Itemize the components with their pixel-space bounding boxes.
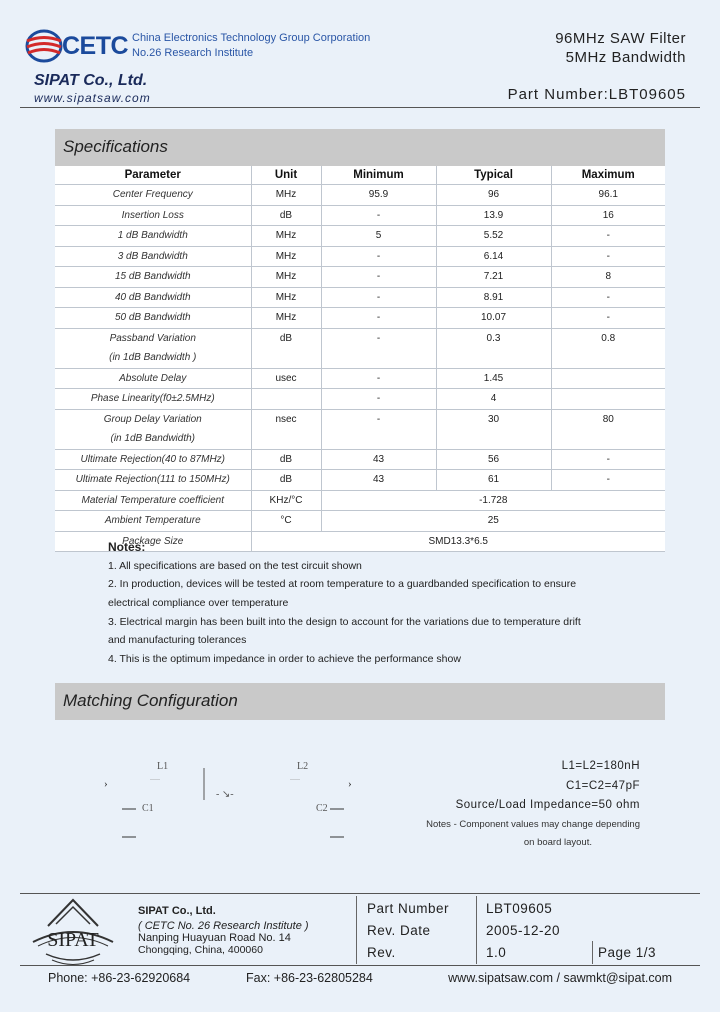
cell-span-value: SMD13.3*6.5 (251, 531, 665, 552)
cell-maximum: - (551, 287, 665, 308)
institute-name: No.26 Research Institute (132, 47, 254, 59)
footer-phone: Phone: +86-23-62920684 (48, 971, 191, 985)
cell-unit: MHz (251, 287, 321, 308)
table-row (55, 449, 665, 470)
cell-unit: °C (251, 511, 321, 532)
table-row (55, 470, 665, 491)
cell-typical: 7.21 (436, 267, 551, 288)
footer-page: Page 1/3 (598, 945, 657, 960)
matching-value-impedance: Source/Load Impedance=50 ohm (455, 799, 640, 811)
col-minimum: Minimum (321, 166, 436, 185)
cell-typical: 1.45 (436, 368, 551, 389)
cell-unit (251, 389, 321, 410)
cell-maximum: - (551, 246, 665, 267)
cell-parameter: 1 dB Bandwidth (55, 226, 251, 247)
cell-span-value: -1.728 (321, 490, 665, 511)
sipat-seal-icon (28, 896, 118, 968)
cell-minimum: 95.9 (321, 185, 436, 206)
cell-parameter: 15 dB Bandwidth (55, 267, 251, 288)
cell-maximum: 80 (602, 413, 614, 425)
cell-minimum: - (321, 328, 436, 348)
cell-typical: 56 (436, 449, 551, 470)
cetc-logo-icon (24, 28, 64, 64)
cell-parameter: Center Frequency (55, 185, 251, 206)
table-row (55, 267, 665, 288)
col-parameter: Parameter (55, 166, 251, 185)
matching-note: Notes - Component values may change depending (426, 819, 640, 830)
notes-title: Notes: (108, 540, 146, 554)
cell-minimum (321, 429, 436, 449)
cell-parameter: Phase Linearity(f0±2.5MHz) (55, 389, 251, 410)
cell-unit: dB (251, 205, 321, 226)
cell-typical: 8.91 (436, 287, 551, 308)
saw-filter-icon: - ↘- (216, 789, 234, 800)
footer-city: Chongqing, China, 400060 (138, 944, 263, 956)
cell-parameter: Ambient Temperature (55, 511, 251, 532)
table-row (55, 287, 665, 308)
note-3: 3. Electrical margin has been built into the design to account for the variations due to temperature drift (108, 616, 581, 628)
footer-date-label: Rev. Date (367, 923, 431, 938)
cell-minimum: 43 (321, 449, 436, 470)
label-c1: C1 (142, 803, 154, 814)
cell-parameter: Material Temperature coefficient (55, 490, 251, 511)
header-divider (20, 107, 700, 108)
table-row (55, 348, 665, 368)
matching-header (55, 683, 665, 720)
cell-maximum: - (551, 449, 665, 470)
table-row (55, 205, 665, 226)
cell-maximum: 8 (551, 267, 665, 288)
footer-institute: ( CETC No. 26 Research Institute ) (138, 920, 309, 932)
label-l2: L2 (297, 761, 309, 772)
table-row (55, 226, 665, 247)
cell-parameter: 50 dB Bandwidth (55, 308, 251, 329)
table-row (55, 246, 665, 267)
cell-unit: MHz (251, 226, 321, 247)
cell-maximum: 96.1 (551, 185, 665, 206)
cell-parameter: 40 dB Bandwidth (55, 287, 251, 308)
cell-parameter: Group Delay Variation (55, 409, 251, 429)
footer-vline-3 (592, 941, 593, 964)
cell-parameter: (in 1dB Bandwidth) (55, 429, 251, 449)
table-row (55, 328, 665, 348)
table-row (55, 429, 665, 449)
table-row (55, 490, 665, 511)
cell-minimum: - (321, 389, 436, 410)
cell-maximum: - (551, 308, 665, 329)
col-unit: Unit (251, 166, 321, 185)
cell-maximum (551, 389, 665, 410)
cell-minimum: - (321, 267, 436, 288)
cell-typical: 6.14 (436, 246, 551, 267)
specifications-body (55, 185, 665, 552)
footer-vline-2 (476, 896, 477, 964)
product-subtitle: 5MHz Bandwidth (565, 49, 686, 66)
cell-parameter: 3 dB Bandwidth (55, 246, 251, 267)
footer-rev-label: Rev. (367, 945, 396, 960)
cell-typical: 61 (436, 470, 551, 491)
part-number-header: Part Number:LBT09605 (507, 86, 686, 103)
cell-parameter: Passband Variation (55, 328, 251, 348)
cell-maximum (551, 348, 665, 368)
table-row (55, 185, 665, 206)
cell-typical: 10.07 (436, 308, 551, 329)
cell-minimum: 43 (321, 470, 436, 491)
company-website[interactable]: www.sipatsaw.com (34, 91, 151, 105)
cell-minimum: - (321, 368, 436, 389)
input-arrow-icon: › (104, 778, 108, 790)
matching-title: Matching Configuration (63, 691, 238, 710)
matching-value-capacitors: C1=C2=47pF (565, 780, 640, 792)
footer-part-value: LBT09605 (486, 901, 553, 916)
org-name: China Electronics Technology Group Corporation (132, 32, 371, 44)
footer-vline-1 (356, 896, 357, 964)
table-row (55, 308, 665, 329)
cell-parameter: Package Size (55, 531, 251, 552)
matching-note-cont: on board layout. (523, 837, 592, 848)
footer-web-email[interactable]: www.sipatsaw.com / sawmkt@sipat.com (448, 971, 672, 985)
cell-parameter: (in 1dB Bandwidth ) (55, 348, 251, 368)
footer-fax: Fax: +86-23-62805284 (246, 971, 373, 985)
cell-unit (251, 429, 321, 449)
cell-minimum: - (321, 246, 436, 267)
specifications-title: Specifications (63, 137, 168, 156)
cell-maximum: 0.8 (601, 332, 616, 344)
cell-parameter: Insertion Loss (55, 205, 251, 226)
footer-divider (20, 893, 700, 894)
note-4: 4. This is the optimum impedance in order to achieve the performance show (108, 653, 461, 665)
cell-unit: dB (251, 470, 321, 491)
product-title: 96MHz SAW Filter (555, 30, 686, 47)
cell-minimum: - (321, 287, 436, 308)
cell-unit (251, 348, 321, 368)
cell-typical: 4 (436, 389, 551, 410)
matching-circuit-diagram (100, 756, 360, 856)
output-arrow-icon: › (348, 778, 352, 790)
cetc-logo-text: CETC (62, 32, 129, 60)
cell-minimum: - (321, 308, 436, 329)
table-row (55, 389, 665, 410)
cell-unit: dB (251, 328, 321, 348)
cell-typical (436, 348, 551, 368)
note-2: 2. In production, devices will be tested at room temperature to a guardbanded specification to ensure (108, 578, 577, 590)
col-maximum: Maximum (551, 166, 665, 185)
label-c2: C2 (316, 803, 328, 814)
cell-unit: KHz/°C (251, 490, 321, 511)
cell-unit: dB (251, 449, 321, 470)
cell-typical (436, 429, 551, 449)
specifications-header (55, 129, 665, 166)
footer-company: SIPAT Co., Ltd. (138, 905, 216, 917)
cell-span-value: 25 (321, 511, 665, 532)
cell-maximum: 16 (551, 205, 665, 226)
cell-maximum (551, 429, 665, 449)
footer-bottom-divider (20, 965, 700, 966)
cell-unit: MHz (251, 185, 321, 206)
company-name: SIPAT Co., Ltd. (34, 72, 148, 89)
cell-typical: 0.3 (436, 328, 551, 348)
footer-address: Nanping Huayuan Road No. 14 (138, 932, 291, 944)
table-row (55, 409, 665, 429)
cell-unit: MHz (251, 246, 321, 267)
cell-minimum (321, 348, 436, 368)
cell-minimum: - (321, 409, 436, 429)
table-row (55, 531, 665, 552)
cell-parameter: Ultimate Rejection(40 to 87MHz) (55, 449, 251, 470)
footer-part-label: Part Number (367, 901, 450, 916)
footer-date-value: 2005-12-20 (486, 923, 561, 938)
footer-rev-value: 1.0 (486, 945, 507, 960)
cell-maximum: - (551, 226, 665, 247)
cell-unit: usec (251, 368, 321, 389)
specifications-table (55, 166, 665, 552)
cell-typical: 30 (436, 409, 551, 429)
col-typical: Typical (436, 166, 551, 185)
note-2-cont: electrical compliance over temperature (108, 597, 289, 609)
cell-minimum: 5 (321, 226, 436, 247)
inductor-l1-icon: ..... (150, 773, 160, 782)
note-1: 1. All specifications are based on the test circuit shown (108, 560, 362, 572)
cell-typical: 96 (436, 185, 551, 206)
cell-unit: MHz (251, 308, 321, 329)
cell-parameter: Ultimate Rejection(111 to 150MHz) (55, 470, 251, 491)
seal-text: SIPAT (47, 929, 99, 951)
matching-value-inductors: L1=L2=180nH (561, 760, 640, 772)
cell-maximum (551, 368, 665, 389)
inductor-l2-icon: ..... (290, 773, 300, 782)
cell-maximum: - (551, 470, 665, 491)
cell-typical: 5.52 (436, 226, 551, 247)
note-3-cont: and manufacturing tolerances (108, 634, 247, 646)
table-row (55, 368, 665, 389)
table-header-row (55, 166, 665, 185)
cell-minimum: - (321, 205, 436, 226)
label-l1: L1 (157, 761, 169, 772)
cell-unit: nsec (251, 409, 321, 429)
cell-typical: 13.9 (436, 205, 551, 226)
cell-parameter: Absolute Delay (55, 368, 251, 389)
cell-unit: MHz (251, 267, 321, 288)
table-row (55, 511, 665, 532)
